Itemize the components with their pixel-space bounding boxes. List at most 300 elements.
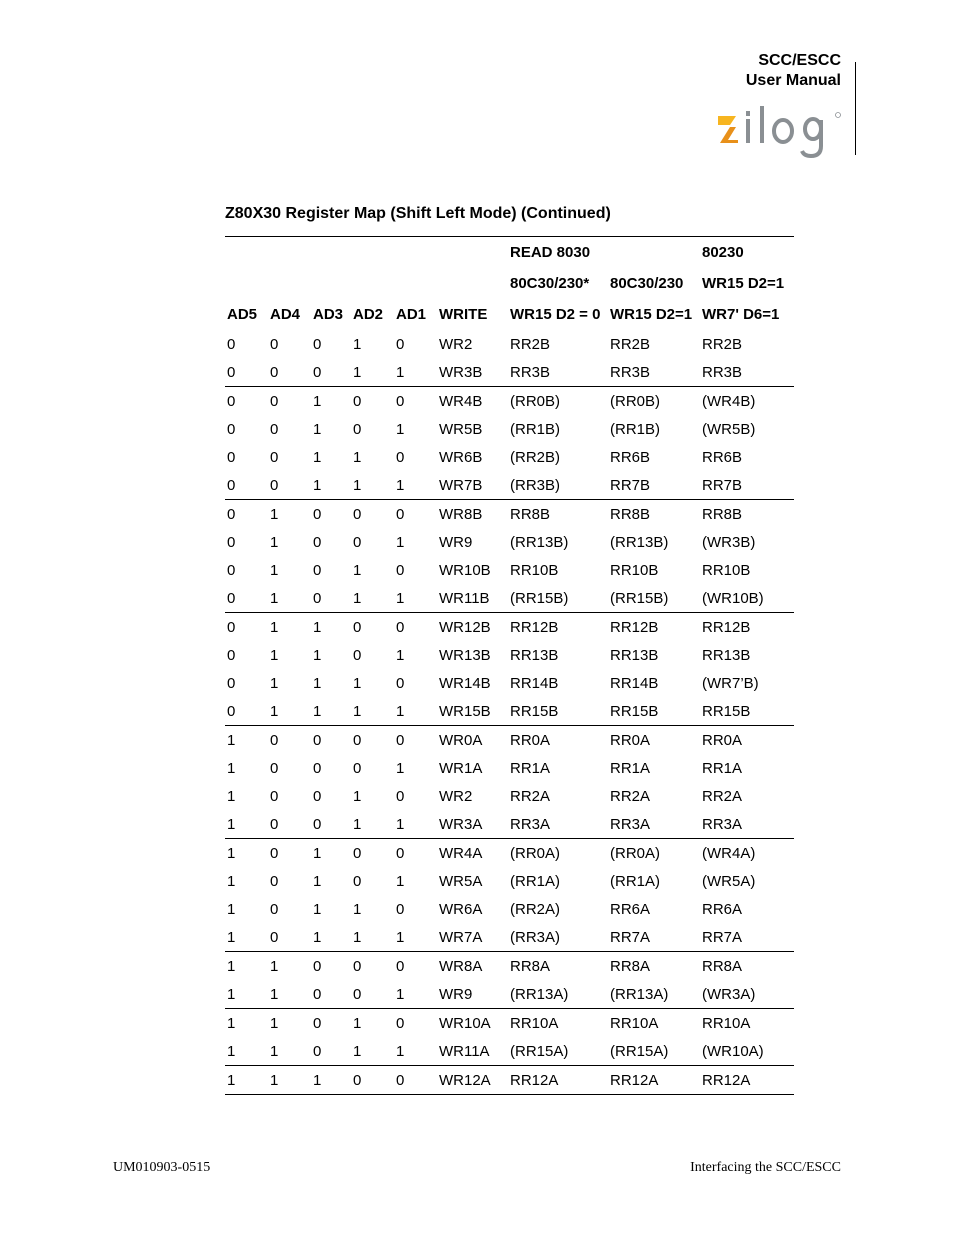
table-cell: WR15B — [437, 697, 508, 726]
table-cell: 1 — [270, 505, 279, 523]
table-cell: 0 — [396, 448, 405, 466]
table-cell: 1 — [313, 420, 322, 438]
table-cell: RR2B — [610, 335, 651, 353]
table-cell: 0 — [394, 1066, 437, 1095]
table-cell: 1 — [351, 1037, 394, 1066]
table-cell: 0 — [227, 420, 236, 438]
table-cell: (RR13B) — [510, 533, 569, 551]
table-cell: 1 — [351, 358, 394, 387]
table-cell: 0 — [353, 646, 362, 664]
column-header: AD4 — [270, 306, 301, 323]
table-cell: 0 — [396, 618, 405, 636]
table-cell: (RR15B) — [508, 584, 608, 613]
table-cell: WR11A — [437, 1037, 508, 1066]
table-cell: 1 — [270, 618, 279, 636]
table-cell: WR11B — [437, 584, 508, 613]
table-cell: 1 — [270, 533, 279, 551]
table-cell: RR0A — [610, 731, 651, 749]
column-header: AD2 — [353, 306, 384, 323]
table-cell: 1 — [394, 1037, 437, 1066]
table-cell: 1 — [227, 759, 236, 777]
table-cell: (RR15A) — [508, 1037, 608, 1066]
table-cell: (RR3A) — [508, 923, 608, 952]
table-cell: RR6B — [702, 448, 743, 466]
table-cell: 1 — [268, 1037, 311, 1066]
table-cell: 0 — [313, 561, 322, 579]
table-cell: 1 — [270, 1014, 279, 1032]
table-cell: 1 — [311, 697, 351, 726]
column-header: WR15 D2 = 0 — [510, 306, 601, 323]
table-row — [225, 697, 794, 726]
table-cell: 1 — [396, 759, 405, 777]
table-cell: RR2A — [702, 787, 743, 805]
table-cell: 1 — [225, 980, 268, 1009]
table-cell: 0 — [353, 533, 362, 551]
table-cell: 1 — [351, 584, 394, 613]
table-cell: (WR5B) — [702, 420, 756, 438]
table-cell: RR13B — [510, 646, 559, 664]
table-cell: 0 — [313, 957, 322, 975]
table-row — [225, 895, 794, 923]
column-header: AD1 — [396, 306, 427, 323]
table-cell: WR2 — [439, 787, 473, 805]
table-cell: RR2B — [510, 335, 551, 353]
table-cell: 0 — [311, 358, 351, 387]
table-cell: RR12A — [508, 1066, 608, 1095]
table-cell: 0 — [353, 872, 362, 890]
table-cell: 1 — [227, 900, 236, 918]
table-cell: RR12B — [610, 618, 659, 636]
footer-section: Interfacing the SCC/ESCC — [690, 1160, 841, 1175]
table-cell: RR3B — [608, 358, 700, 387]
table-cell: 1 — [313, 618, 322, 636]
table-cell: 1 — [394, 471, 437, 500]
table-cell: RR0A — [510, 731, 551, 749]
table-cell: RR2B — [702, 335, 743, 353]
table-cell: WR1A — [439, 759, 483, 777]
table-cell: (WR4B) — [702, 392, 756, 410]
table-cell: RR3B — [700, 358, 794, 387]
table-row — [225, 641, 794, 669]
table-cell: RR8B — [702, 505, 743, 523]
table-cell: 1 — [394, 980, 437, 1009]
table-cell: 1 — [353, 787, 362, 805]
table-cell: 1 — [313, 872, 322, 890]
column-header — [437, 237, 508, 268]
table-cell: RR10B — [702, 561, 751, 579]
table-row — [225, 556, 794, 584]
table-cell: 0 — [227, 335, 236, 353]
table-cell: 0 — [270, 335, 279, 353]
table-cell: WR5B — [439, 420, 483, 438]
column-header — [394, 237, 437, 268]
table-cell: 1 — [394, 584, 437, 613]
table-cell: 0 — [313, 335, 322, 353]
table-cell: (RR3B) — [508, 471, 608, 500]
table-cell: RR3A — [508, 810, 608, 839]
table-cell: (RR1A) — [510, 872, 561, 890]
table-cell: 0 — [270, 844, 279, 862]
table-cell: 0 — [270, 731, 279, 749]
table-cell: (RR1A) — [610, 872, 661, 890]
table-cell: 0 — [311, 980, 351, 1009]
table-cell: (WR3A) — [700, 980, 794, 1009]
table-cell: 0 — [313, 759, 322, 777]
table-cell: (RR0A) — [510, 844, 561, 862]
table-cell: 0 — [396, 731, 405, 749]
table-row — [225, 528, 794, 556]
table-cell: (RR1B) — [510, 420, 561, 438]
table-cell: 0 — [225, 697, 268, 726]
table-cell: 1 — [311, 1066, 351, 1095]
table-cell: 0 — [270, 872, 279, 890]
column-header — [225, 237, 268, 268]
header-divider — [855, 62, 856, 155]
table-cell: (RR15B) — [608, 584, 700, 613]
table-cell: RR1A — [702, 759, 743, 777]
table-row — [225, 415, 794, 443]
table-body — [225, 330, 794, 1095]
table-cell: 1 — [396, 646, 405, 664]
table-header — [225, 237, 794, 330]
column-header — [268, 268, 311, 299]
column-header: 80C30/230* — [510, 275, 590, 292]
table-row — [225, 952, 794, 981]
table-cell: 0 — [351, 1066, 394, 1095]
table-cell: 1 — [268, 1066, 311, 1095]
table-row — [225, 330, 794, 358]
table-cell: (WR4A) — [702, 844, 756, 862]
table-cell: 1 — [311, 471, 351, 500]
table-cell: 0 — [268, 358, 311, 387]
table-title: Z80X30 Register Map (Shift Left Mode) (Continued) — [225, 205, 611, 222]
column-header: WR15 D2=1 — [702, 275, 785, 292]
table-cell: 0 — [227, 505, 236, 523]
table-cell: 1 — [270, 957, 279, 975]
table-cell: WR5A — [439, 872, 483, 890]
table-cell: 1 — [313, 674, 322, 692]
table-cell: RR13B — [702, 646, 751, 664]
table-cell: 1 — [353, 448, 362, 466]
table-cell: 0 — [227, 674, 236, 692]
table-cell: RR2A — [510, 787, 551, 805]
column-header — [351, 237, 394, 268]
table-cell: 1 — [353, 561, 362, 579]
table-row — [225, 923, 794, 952]
table-cell: 1 — [225, 810, 268, 839]
table-cell: 1 — [313, 844, 322, 862]
table-row — [225, 1037, 794, 1066]
column-header — [311, 268, 351, 299]
table-cell: RR10A — [510, 1014, 559, 1032]
table-cell: RR12A — [700, 1066, 794, 1095]
table-cell: RR6B — [610, 448, 651, 466]
register-map-table — [225, 237, 794, 1095]
column-header — [225, 268, 268, 299]
column-header: WR15 D2=1 — [610, 306, 693, 323]
table-cell: WR3B — [437, 358, 508, 387]
table-cell: (RR13A) — [508, 980, 608, 1009]
table-cell: 1 — [351, 471, 394, 500]
table-cell: 0 — [227, 646, 236, 664]
table-cell: 0 — [225, 358, 268, 387]
column-header: 80C30/230 — [610, 275, 684, 292]
table-cell: WR8B — [439, 505, 483, 523]
table-row — [225, 867, 794, 895]
table-cell: 0 — [396, 787, 405, 805]
table-cell: WR9 — [437, 980, 508, 1009]
table-cell: 1 — [270, 674, 279, 692]
table-cell: 0 — [351, 980, 394, 1009]
table-cell: 1 — [396, 420, 405, 438]
table-cell: RR8A — [510, 957, 551, 975]
table-cell: 0 — [313, 533, 322, 551]
table-cell: RR7A — [700, 923, 794, 952]
table-cell: 1 — [313, 646, 322, 664]
table-cell: RR10A — [610, 1014, 659, 1032]
table-cell: 1 — [227, 844, 236, 862]
table-cell: (RR13B) — [610, 533, 669, 551]
table-cell: WR10B — [439, 561, 491, 579]
table-cell: RR3B — [508, 358, 608, 387]
table-cell: 1 — [353, 674, 362, 692]
table-cell: 0 — [268, 923, 311, 952]
footer-doc-number: UM010903-0515 — [113, 1160, 211, 1175]
header-row — [225, 268, 794, 299]
table-cell: 0 — [353, 844, 362, 862]
table-cell: 0 — [311, 584, 351, 613]
header-product: SCC/ESCC — [758, 52, 841, 69]
table-cell: RR1A — [610, 759, 651, 777]
table-cell: (RR0B) — [610, 392, 661, 410]
table-cell: 0 — [396, 392, 405, 410]
table-cell: RR8B — [610, 505, 651, 523]
table-cell: 1 — [227, 957, 236, 975]
table-cell: 0 — [227, 618, 236, 636]
table-cell: 1 — [313, 448, 322, 466]
table-cell: 1 — [225, 923, 268, 952]
table-cell: 0 — [353, 957, 362, 975]
table-cell: (RR13A) — [608, 980, 700, 1009]
table-cell: 0 — [396, 844, 405, 862]
table-cell: (WR5A) — [702, 872, 756, 890]
table-cell: 0 — [396, 900, 405, 918]
table-cell: 0 — [313, 731, 322, 749]
table-row — [225, 1009, 794, 1038]
table-cell: RR0A — [702, 731, 743, 749]
table-cell: 0 — [396, 674, 405, 692]
header-row — [225, 237, 794, 268]
table-cell: 0 — [270, 448, 279, 466]
table-cell: 1 — [227, 787, 236, 805]
table-row — [225, 754, 794, 782]
table-cell: RR8B — [510, 505, 551, 523]
table-cell: 1 — [311, 923, 351, 952]
table-cell: RR3A — [608, 810, 700, 839]
table-cell: 0 — [227, 448, 236, 466]
table-cell: RR10A — [702, 1014, 751, 1032]
column-header: READ 8030 — [510, 244, 591, 261]
table-cell: 1 — [227, 731, 236, 749]
table-cell: 1 — [394, 810, 437, 839]
table-cell: 0 — [225, 584, 268, 613]
table-cell: 0 — [227, 533, 236, 551]
table-cell: 1 — [394, 923, 437, 952]
table-cell: 1 — [396, 533, 405, 551]
table-cell: (RR1B) — [610, 420, 661, 438]
column-header — [268, 237, 311, 268]
table-cell: 0 — [396, 505, 405, 523]
table-cell: WR12A — [437, 1066, 508, 1095]
table-cell: 0 — [270, 392, 279, 410]
table-cell: (RR2B) — [510, 448, 561, 466]
table-cell: 1 — [268, 584, 311, 613]
table-cell: 0 — [353, 618, 362, 636]
table-cell: 0 — [227, 392, 236, 410]
table-cell: WR2 — [439, 335, 473, 353]
table-cell: 1 — [227, 1014, 236, 1032]
table-cell: 0 — [268, 471, 311, 500]
table-cell: (RR0A) — [610, 844, 661, 862]
table-cell: 0 — [225, 471, 268, 500]
table-cell: 1 — [225, 1037, 268, 1066]
table-row — [225, 358, 794, 387]
table-cell: 0 — [313, 787, 322, 805]
table-cell: (RR0B) — [510, 392, 561, 410]
column-header: AD3 — [313, 306, 344, 323]
table-cell: RR7B — [700, 471, 794, 500]
table-cell: RR3A — [700, 810, 794, 839]
table-cell: WR14B — [439, 674, 491, 692]
table-cell: WR0A — [439, 731, 483, 749]
table-cell: 1 — [351, 810, 394, 839]
table-cell: 1 — [351, 923, 394, 952]
table-cell: 1 — [313, 392, 322, 410]
table-row — [225, 613, 794, 642]
table-cell: (WR10A) — [700, 1037, 794, 1066]
table-cell: RR15B — [508, 697, 608, 726]
table-cell: 1 — [394, 358, 437, 387]
table-cell: RR12B — [510, 618, 559, 636]
table-cell: RR6A — [610, 900, 651, 918]
table-cell: 0 — [353, 392, 362, 410]
table-cell: RR10B — [510, 561, 559, 579]
column-header — [437, 268, 508, 299]
table-cell: 0 — [353, 420, 362, 438]
table-cell: 0 — [353, 505, 362, 523]
table-cell: WR8A — [439, 957, 483, 975]
table-cell: 1 — [268, 697, 311, 726]
table-cell: WR4B — [439, 392, 483, 410]
table-cell: WR6A — [439, 900, 483, 918]
table-cell: RR7B — [608, 471, 700, 500]
header-row — [225, 299, 794, 330]
table-cell: 0 — [270, 759, 279, 777]
table-cell: 1 — [268, 980, 311, 1009]
table-cell: 1 — [396, 872, 405, 890]
table-row — [225, 443, 794, 471]
table-cell: 0 — [270, 900, 279, 918]
table-cell: 0 — [270, 787, 279, 805]
table-cell: 0 — [311, 1037, 351, 1066]
table-cell: RR10B — [610, 561, 659, 579]
table-cell: 1 — [394, 697, 437, 726]
table-cell: 0 — [353, 731, 362, 749]
column-header: 80230 — [702, 244, 744, 261]
table-row — [225, 387, 794, 416]
table-row — [225, 810, 794, 839]
column-header: WRITE — [439, 306, 488, 323]
table-row — [225, 500, 794, 529]
table-row — [225, 471, 794, 500]
column-header: AD5 — [227, 306, 258, 323]
table-cell: 1 — [270, 561, 279, 579]
document-header — [746, 51, 841, 91]
header-doc-type: User Manual — [745, 72, 841, 89]
table-cell: WR10A — [439, 1014, 491, 1032]
table-cell: RR15B — [700, 697, 794, 726]
column-header: WR7' D6=1 — [702, 306, 780, 323]
table-cell: RR1A — [510, 759, 551, 777]
table-cell: 0 — [353, 759, 362, 777]
column-header — [311, 237, 351, 268]
table-cell: 0 — [396, 1014, 405, 1032]
table-cell: RR8A — [702, 957, 743, 975]
table-row — [225, 584, 794, 613]
table-row — [225, 839, 794, 868]
table-row — [225, 980, 794, 1009]
table-cell: RR2A — [610, 787, 651, 805]
column-header — [608, 237, 700, 268]
table-cell: RR15B — [608, 697, 700, 726]
table-cell: (RR15A) — [608, 1037, 700, 1066]
table-row — [225, 726, 794, 755]
table-cell: RR13B — [610, 646, 659, 664]
table-cell: 0 — [396, 335, 405, 353]
table-cell: 1 — [353, 1014, 362, 1032]
table-cell: 0 — [268, 810, 311, 839]
table-cell: WR7B — [437, 471, 508, 500]
table-cell: WR6B — [439, 448, 483, 466]
table-cell: 1 — [353, 335, 362, 353]
table-cell: 0 — [313, 505, 322, 523]
table-cell: WR13B — [439, 646, 491, 664]
table-cell: 1 — [313, 900, 322, 918]
table-cell: RR14B — [610, 674, 659, 692]
table-cell: RR8A — [610, 957, 651, 975]
table-cell: WR9 — [439, 533, 473, 551]
table-cell: WR12B — [439, 618, 491, 636]
table-cell: (WR7’B) — [702, 674, 759, 692]
table-cell: 0 — [396, 561, 405, 579]
table-cell: 1 — [351, 697, 394, 726]
table-row — [225, 1066, 794, 1095]
column-header — [394, 268, 437, 299]
table-cell: 1 — [227, 872, 236, 890]
table-cell: 1 — [270, 646, 279, 664]
table-cell: RR7A — [608, 923, 700, 952]
table-cell: RR12A — [608, 1066, 700, 1095]
table-cell: 0 — [311, 810, 351, 839]
table-cell: (WR10B) — [700, 584, 794, 613]
table-cell: WR4A — [439, 844, 483, 862]
table-cell: 0 — [313, 1014, 322, 1032]
table-cell: (WR3B) — [702, 533, 756, 551]
table-cell: (RR2A) — [510, 900, 561, 918]
table-cell: RR6A — [702, 900, 743, 918]
table-cell: RR12B — [702, 618, 751, 636]
table-cell: 0 — [396, 957, 405, 975]
